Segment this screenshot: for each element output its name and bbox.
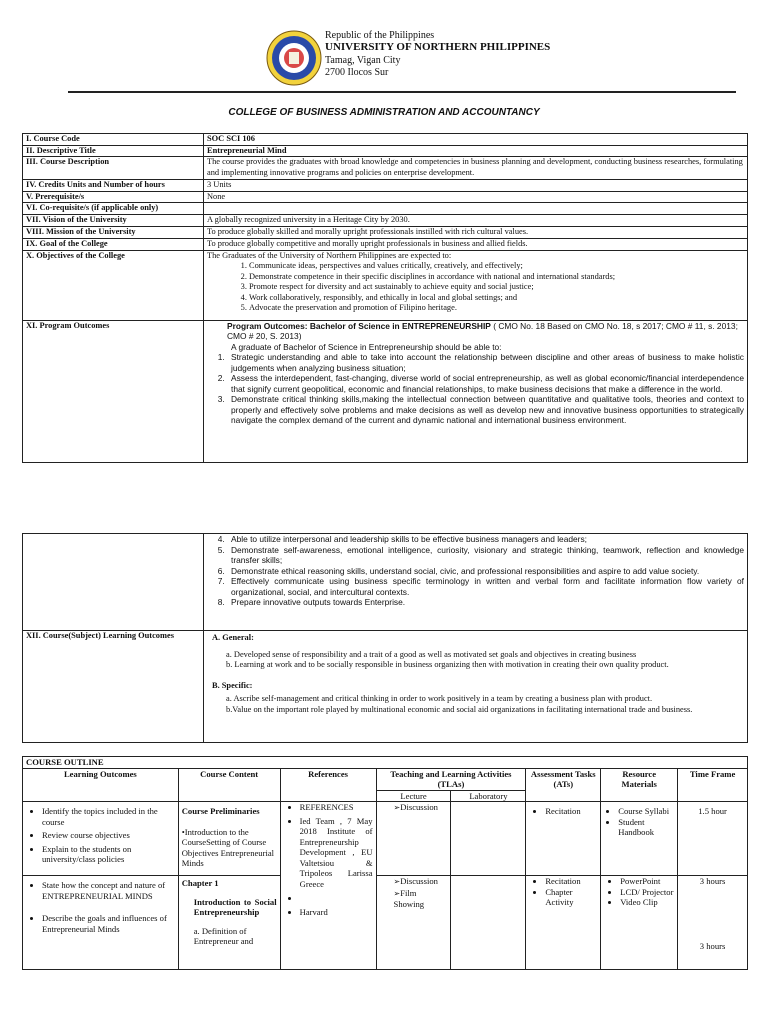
program-outcomes-label: XI. Program Outcomes [23,320,204,462]
title-label: II. Descriptive Title [23,145,204,157]
prereq-label: V. Prerequisite/s [23,191,204,203]
vision: A globally recognized university in a Heritage City by 2030. [204,214,748,226]
reference-1: • Ied Team , 7 May 2018 Institute of Entrepreneurship Development , EU Valtetsiou & Tripoleos Larissa Greece [300,816,373,890]
row1-assessment [526,802,601,876]
col-assessment: Assessment Tasks (ATs) [526,768,601,802]
mission: To produce globally skilled and morally upright professionals instilled with rich cultural values. [204,226,748,238]
objective-4: 4. Work collaboratively, responsibly, and ethically in local and global settings; and [249,293,744,304]
po-cmo: ( CMO No. 18 Based on CMO No. 18, s 2017; CMO # 11, s. 2013; CMO # 20, S. 2013) [227,320,738,341]
objectives-label: X. Objectives of the College [23,250,204,320]
course-preliminaries: Course Preliminaries [181,806,260,816]
list-item: ➢ Film Showing [394,888,448,910]
row1-learning-outcomes [23,802,179,876]
course-preliminaries-body: •Introduction to the CourseSetting of Course Objectives Entrepreneurial Minds [181,826,275,868]
header-rule [68,91,736,93]
col-references: References [280,768,376,802]
col-learning-outcomes: Learning Outcomes [23,768,179,802]
chapter-1: Chapter 1 [181,878,219,888]
list-item: • Review course objectives [42,830,175,841]
row2-lecture [376,876,451,970]
vision-label: VII. Vision of the University [23,214,204,226]
list-item: • Video Clip [620,897,674,908]
course-info-table [22,133,748,463]
university-name: UNIVERSITY OF NORTHERN PHILIPPINES [325,41,551,53]
objective-1: 1. Communicate ideas, perspectives and values critically, creatively, and effectively; [249,261,744,272]
time-frame-2: 3 hours [699,940,726,951]
specific-heading: B. Specific: [212,680,253,690]
program-outcomes-continued [204,534,748,631]
list-item: • State how the concept and nature of ENTREPRENEURIAL MINDS [42,880,175,901]
credits: 3 Units [204,180,748,192]
course-outline-title: COURSE OUTLINE [23,757,748,769]
col-laboratory: Laboratory [451,790,526,802]
general-heading: A. General: [212,633,254,642]
address-line-2: 2700 Ilocos Sur [325,67,389,78]
list-item: ➢ Discussion [394,802,448,814]
po-1: 1. Strategic understanding and able to take into account the relationship between discipline and other areas of business to make holistic judgements when analyzing business situation; [227,352,744,373]
list-item: • LCD/ Projector [620,887,674,898]
prereq: None [204,191,748,203]
list-item: • Course Syllabi [618,806,674,817]
col-lecture: Lecture [376,790,451,802]
chapter-1-topic-a: a. Definition of Entrepreneur and [193,925,254,946]
po-7: 7. Effectively communicate using business specific terminology in written and verbal form and facilitate information flow variety of organizational, social, and intercultural contexts. [227,576,744,597]
list-item: • Chapter Activity [545,887,597,908]
row2-time-frame [678,876,748,970]
po-heading: Program Outcomes: Bachelor of Science in ENTREPRENEURSHIP [227,320,491,331]
list-item: • PowerPoint [620,876,674,887]
row2-assessment [526,876,601,970]
list-item: • Recitation [545,806,597,817]
college-name: COLLEGE OF BUSINESS ADMINISTRATION AND ACCOUNTANCY [228,107,540,118]
col-time-frame: Time Frame [678,768,748,802]
list-item: • Identify the topics included in the course [42,806,175,827]
row2-learning-outcomes [23,876,179,970]
po-8: 8. Prepare innovative outputs towards Enterprise. [227,597,744,608]
row2-course-content [178,876,280,970]
course-learning-outcomes [204,631,748,743]
mission-label: VIII. Mission of the University [23,226,204,238]
goal: To produce globally competitive and morally upright professionals in business and allied fields. [204,238,748,250]
list-item: ➢ Discussion [394,876,448,888]
col-course-content: Course Content [178,768,280,802]
goal-label: IX. Goal of the College [23,238,204,250]
objective-3: 3. Promote respect for diversity and act sustainably to achieve equity and social justice; [249,282,744,293]
chapter-1-title: Introduction to Social Entrepreneurship [193,896,277,917]
objectives [204,250,748,320]
coreq [204,203,748,215]
coreq-label: VI. Co-requisite/s (if applicable only) [23,203,204,215]
row1-lecture [376,802,451,876]
list-item: • Student Handbook [618,817,674,838]
po-6: 6. Demonstrate ethical reasoning skills, understand social, civic, and professional responsibilities and aspire to add value society. [227,566,744,577]
po-4: 4. Able to utilize interpersonal and leadership skills to be effective business managers and leaders; [227,534,744,545]
general-b: b. Learning at work and to be socially responsible in business organizing then with motivation in creating their own quality product. [226,660,669,669]
clo-label: XII. Course(Subject) Learning Outcomes [23,631,204,743]
reference-2: • Harvard [300,907,373,918]
course-code-label: I. Course Code [23,134,204,146]
references-cell [280,802,376,970]
course-info-continuation-table [22,533,748,743]
program-outcomes [204,320,748,462]
po-5: 5. Demonstrate self-awareness, emotional intelligence, curiosity, visionary and strategic thinking, teamwork, reflection and knowledge transfer skills; [227,545,744,566]
description-label: III. Course Description [23,157,204,180]
col-resources: Resource Materials [601,768,678,802]
list-item: • Recitation [545,876,597,887]
general-a: a. Developed sense of responsibility and a trait of a good as well as motivated set goals and objectives in creating business [226,649,637,659]
reference-heading: • REFERENCES [300,802,373,813]
row1-course-content [178,802,280,876]
specific-a: a. Ascribe self-management and critical thinking in order to work positively in a team by creating a business plan with product. [226,694,653,703]
objective-2: 2. Demonstrate competence in their specific disciplines in accordance with national and international standards; [249,272,744,283]
course-outline-table [22,756,748,970]
objectives-intro: The Graduates of the University of Northern Philippines are expected to: [207,250,452,260]
list-item: • Explain to the students on university/class policies [42,844,175,865]
col-tlas: Teaching and Learning Activities (TLAs) [376,768,526,790]
row2-resources [601,876,678,970]
time-frame-1: 3 hours [699,876,726,886]
po-intro: A graduate of Bachelor of Science in Entrepreneurship should be able to: [231,341,502,352]
row1-time-frame: 1.5 hour [678,802,748,876]
course-title: Entrepreneurial Mind [204,145,748,157]
course-description: The course provides the graduates with broad knowledge and competencies in business planning and development, conducting business researches, formulating and implementing innovative programs and policies on enterprise development. [204,157,748,180]
po-3: 3. Demonstrate critical thinking skills,making the intellectual connection between quantitative and qualitative tools, theories and context to properly and effectively solve problems and make decisions as well as develop new and innovative business opportunities to strategically navigate the complex demand of the current and dynamic national and international business environment. [227,394,744,426]
republic-text: Republic of the Philippines [325,30,435,41]
row1-resources [601,802,678,876]
list-item: • Describe the goals and influences of Entrepreneurial Minds [42,913,175,934]
course-code: SOC SCI 106 [204,134,748,146]
university-seal [266,30,322,86]
credits-label: IV. Credits Units and Number of hours [23,180,204,192]
address-line-1: Tamag, Vigan City [325,55,401,66]
po-2: 2. Assess the interdependent, fast-changing, diverse world of social entrepreneurship, as well as global economic/financial interdependence that signify current geopolitical, economic and financial relationships, to make business decisions that make a difference in the world. [227,373,744,394]
objective-5: 5. Advocate the preservation and promotion of Filipino heritage. [249,303,744,314]
specific-b: b.Value on the important role played by multinational economic and social aid organizations in facilitating international trade and business. [226,704,693,714]
